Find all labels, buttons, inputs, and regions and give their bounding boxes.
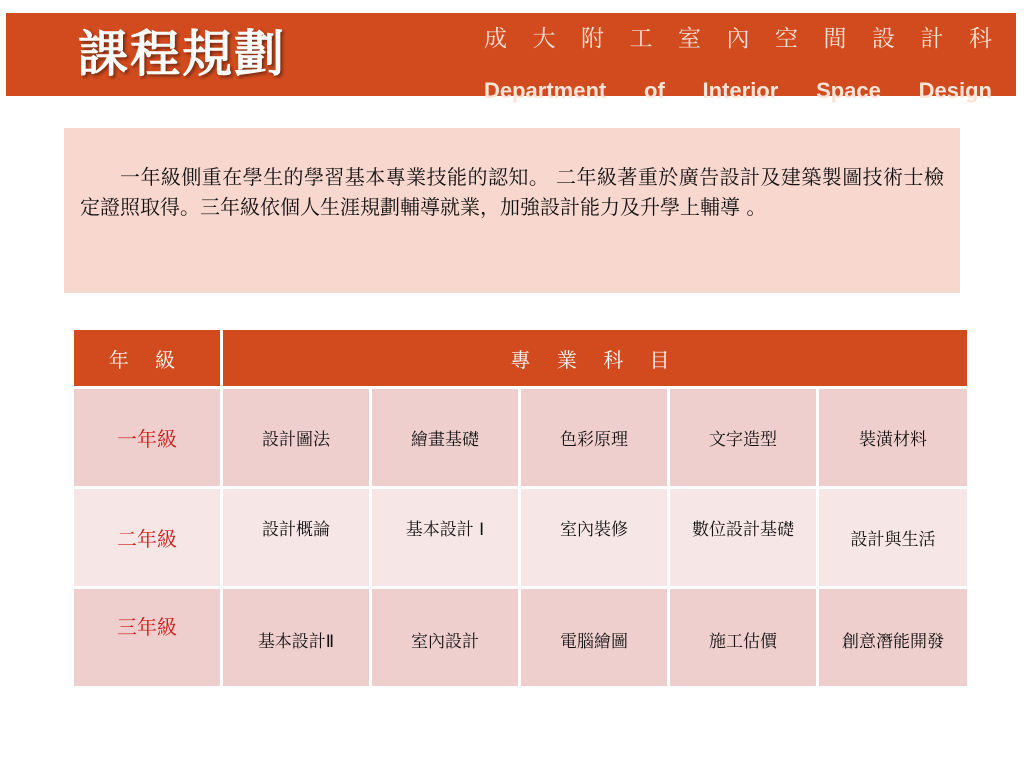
- subject-cell: 文字造型: [669, 388, 818, 488]
- table-row: [73, 588, 969, 688]
- page-title: 課程規劃: [78, 24, 286, 83]
- intro-text: 一年級側重在學生的學習基本專業技能的認知。 二年級著重於廣告設計及建築製圖技術士檢定證照取得。三年級依個人生涯規劃輔導就業，加強設計能力及升學上輔導 。: [80, 165, 944, 219]
- subject-cell: 裝潢材料: [818, 388, 969, 488]
- column-header-subjects: 專 業 科 目: [222, 329, 969, 388]
- department-name-chinese: 成 大 附 工 室 內 空 間 設 計 科: [484, 26, 992, 52]
- subject-cell: 基本設計Ⅱ: [222, 588, 371, 688]
- subject-cell: 室內設計: [371, 588, 520, 688]
- grade-cell: 一年級: [73, 388, 222, 488]
- subject-cell: 色彩原理: [520, 388, 669, 488]
- subject-cell: 數位設計基礎: [669, 488, 818, 588]
- subject-cell: 基本設計 I: [371, 488, 520, 588]
- subject-cell: 施工估價: [669, 588, 818, 688]
- header-banner: [6, 13, 1016, 103]
- table-header-row: [73, 329, 969, 388]
- subject-cell: 設計與生活: [818, 488, 969, 588]
- subject-cell: 室內裝修: [520, 488, 669, 588]
- subject-cell: 設計圖法: [222, 388, 371, 488]
- subject-cell: 電腦繪圖: [520, 588, 669, 688]
- column-header-grade: 年 級: [73, 329, 222, 388]
- grade-cell: 三年級: [73, 588, 222, 688]
- grade-cell: 二年級: [73, 488, 222, 588]
- subject-cell: 創意潛能開發: [818, 588, 969, 688]
- curriculum-table: [71, 327, 970, 689]
- department-name-english: Department of Interior Space Design: [484, 78, 992, 103]
- intro-box: [64, 128, 960, 293]
- subject-cell: 設計概論: [222, 488, 371, 588]
- table-row: [73, 488, 969, 588]
- subject-cell: 繪畫基礎: [371, 388, 520, 488]
- table-row: [73, 388, 969, 488]
